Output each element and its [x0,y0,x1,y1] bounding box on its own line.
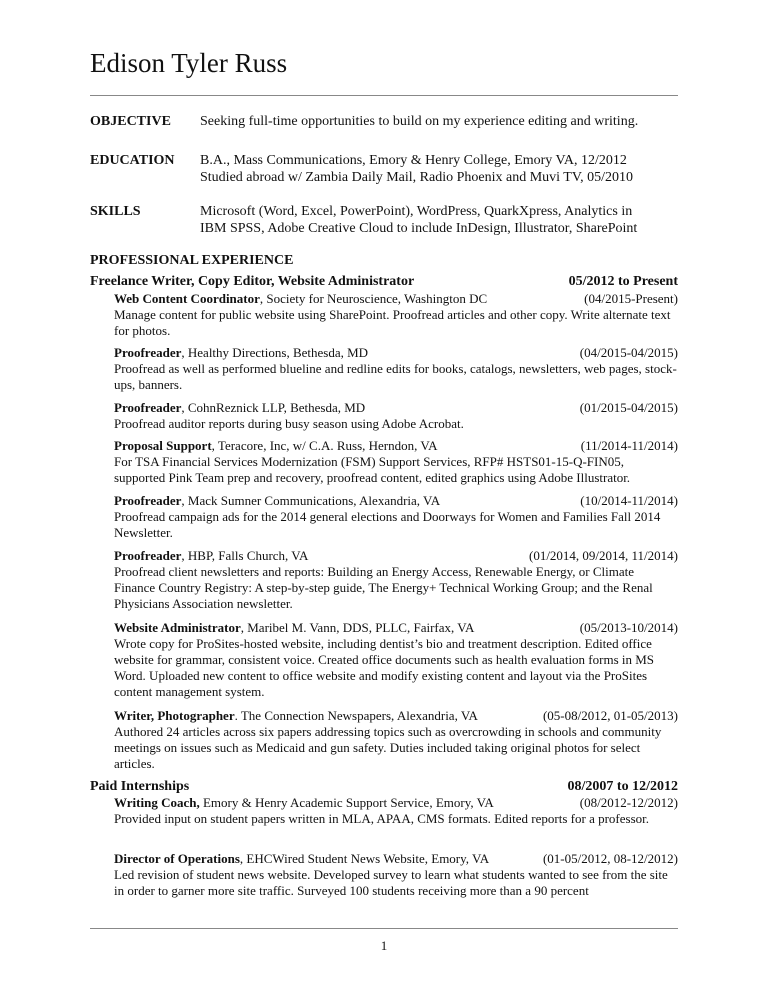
job-entry [114,620,678,700]
job-entry [114,400,678,432]
job-dates: (04/2015-04/2015) [579,345,678,360]
job-organization: , HBP, Falls Church, VA [181,548,309,563]
job-entry [114,708,678,772]
job-title: Writing Coach, [114,795,200,810]
education-text [200,152,633,186]
internships-group-title: Paid Internships [90,779,190,794]
skills-line-2: IBM SPSS, Adobe Creative Cloud to include InDesign, Illustrator, SharePoint [200,221,638,236]
job-dates: (05/2013-10/2014) [579,620,678,635]
freelance-group-dates: 05/2012 to Present [568,274,678,289]
page-number: 1 [380,938,388,953]
job-dates: (11/2014-11/2014) [580,438,678,453]
skills-text [200,203,637,237]
job-entry [114,438,678,486]
job-description: Proofread as well as performed blueline and redline edits for books, catalogs, newsletters, web pages, stock-ups, banners. [114,361,677,392]
education-section [90,152,680,186]
job-title: Proofreader [114,400,182,415]
freelance-group-title: Freelance Writer, Copy Editor, Website Administrator [90,274,415,289]
job-dates: (01/2014, 09/2014, 11/2014) [528,548,678,563]
job-title: Web Content Coordinator [114,291,260,306]
experience-heading: PROFESSIONAL EXPERIENCE [90,253,294,268]
job-entry [114,795,678,827]
job-title: Proofreader [114,345,182,360]
objective-label: OBJECTIVE [90,114,171,129]
internships-group-header [90,778,680,795]
job-organization: , EHCWired Student News Website, Emory, VA [239,851,490,866]
job-dates: (01/2015-04/2015) [579,400,678,415]
job-title: Proofreader [114,493,182,508]
job-description: Provided input on student papers written in MLA, APAA, CMS formats. Edited reports for a professor. [114,811,649,826]
job-entry [114,345,678,393]
job-organization: , Maribel M. Vann, DDS, PLLC, Fairfax, VA [240,620,475,635]
job-description: Proofread auditor reports during busy season using Adobe Acrobat. [114,416,464,431]
job-organization: , Teracore, Inc, w/ C.A. Russ, Herndon, VA [211,438,438,453]
job-title: Proofreader [114,548,182,563]
job-title: Proposal Support [114,438,212,453]
job-description: Wrote copy for ProSites-hosted website, including dentist’s bio and treatment description. Edited office website for grammar, consistent voice. Created office documents such as health evaluation forms in MS Word. Uploaded new content to office website and modify existing content and layout via the ProSites content management system. [114,636,655,699]
skills-label: SKILLS [90,204,141,219]
job-description: Led revision of student news website. Developed survey to learn what students wanted to see from the site in order to garner more site traffic. Surveyed 100 students receiving more than a 90 percent [114,867,668,898]
freelance-group-header [90,273,680,290]
job-entry [114,291,678,339]
job-title: Director of Operations [114,851,240,866]
job-organization: Emory & Henry Academic Support Service, Emory, VA [199,795,494,810]
skills-line-1: Microsoft (Word, Excel, PowerPoint), WordPress, QuarkXpress, Analytics in [200,204,633,219]
job-organization: . The Connection Newspapers, Alexandria, VA [234,708,478,723]
job-organization: , Society for Neuroscience, Washington DC [259,291,488,306]
job-dates: (10/2014-11/2014) [580,493,678,508]
job-title: Website Administrator [114,620,241,635]
education-line-1: B.A., Mass Communications, Emory & Henry College, Emory VA, 12/2012 [200,153,627,168]
job-organization: , Healthy Directions, Bethesda, MD [181,345,369,360]
applicant-name: Edison Tyler Russ [90,48,288,78]
job-organization: , CohnReznick LLP, Bethesda, MD [181,400,366,415]
job-title: Writer, Photographer [114,708,235,723]
job-entry [114,548,678,612]
header-divider [90,95,678,96]
job-dates: (05-08/2012, 01-05/2013) [542,708,678,723]
job-dates: (04/2015-Present) [584,291,678,306]
education-line-2: Studied abroad w/ Zambia Daily Mail, Radio Phoenix and Muvi TV, 05/2010 [200,170,634,185]
job-description: Proofread client newsletters and reports: Building an Energy Access, Renewable Energy, or Climate Finance Country Registry: A step-by-step guide, The Energy+ Technical Working Group; and the Renal Physicians Association newsletter. [114,564,653,611]
objective-text: Seeking full-time opportunities to build on my experience editing and writing. [200,114,639,129]
objective-section [90,113,680,130]
job-description: For TSA Financial Services Modernization (FSM) Support Services, RFP# HSTS01-15-Q-FIN05, supported Pink Team prep and recovery, proofread content, edited graphics using Adobe Illustrator. [114,454,631,485]
footer-divider [90,928,678,929]
job-entry [114,851,678,899]
skills-section [90,203,680,237]
job-description: Proofread campaign ads for the 2014 general elections and Doorways for Women and Families Fall 2014 Newsletter. [114,509,661,540]
job-dates: (01-05/2012, 08-12/2012) [542,851,678,866]
education-label: EDUCATION [90,153,175,168]
internships-group-dates: 08/2007 to 12/2012 [567,779,678,794]
job-organization: , Mack Sumner Communications, Alexandria, VA [181,493,441,508]
job-dates: (08/2012-12/2012) [579,795,678,810]
job-entry [114,493,678,541]
job-description: Authored 24 articles across six papers addressing topics such as overcrowding in schools and community meetings on issues such as Medicaid and gun safety. Duties included taking original photos for select articles. [114,724,662,771]
job-description: Manage content for public website using SharePoint. Proofread articles and other copy. Write alternate text for photos. [114,307,671,338]
